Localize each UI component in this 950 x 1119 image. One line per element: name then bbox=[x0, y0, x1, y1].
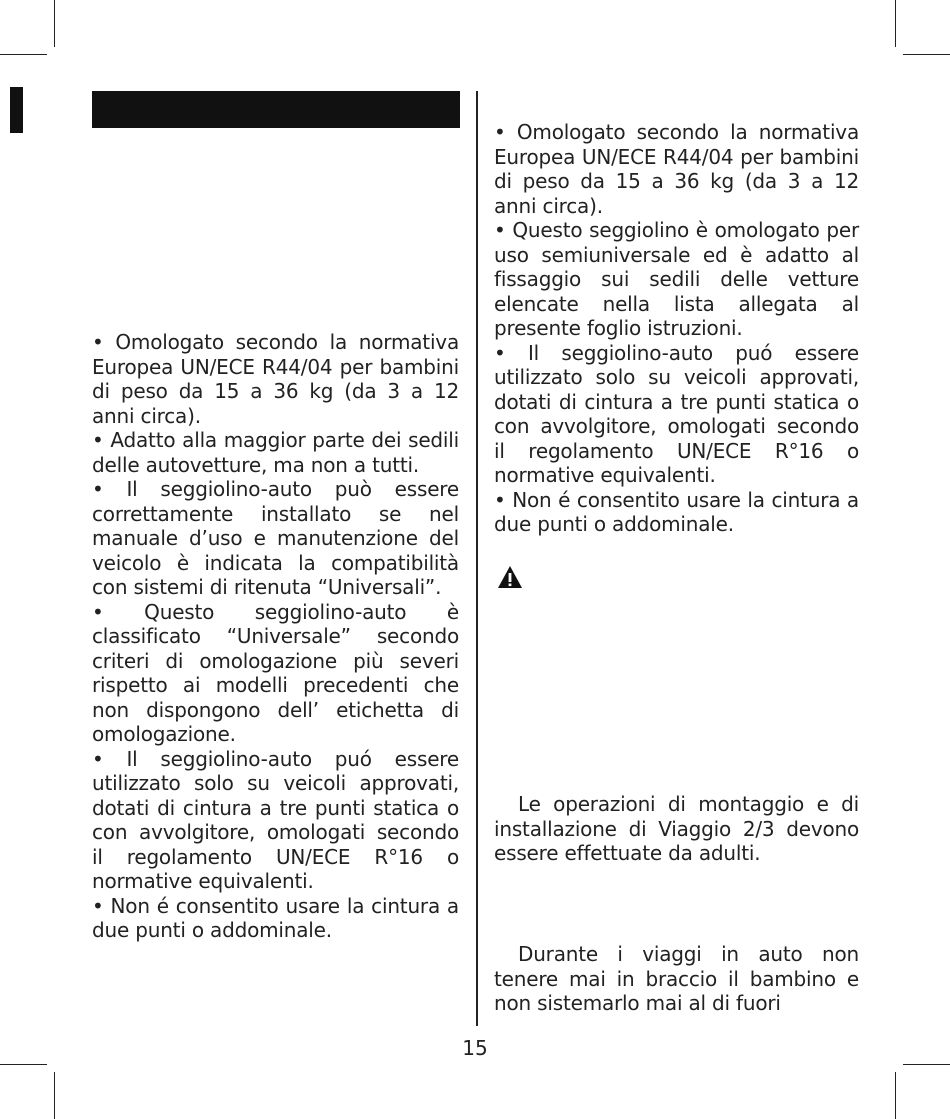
right-paragraph-4: • Non é consentito usare la cintura a due punti o addominale. bbox=[494, 487, 859, 536]
travel-safety-note bbox=[494, 942, 859, 1016]
crop-mark-top-left-vertical bbox=[54, 0, 55, 47]
side-tab-marker bbox=[10, 87, 23, 133]
right-paragraph-1: • Omologato secondo la normativa Europea UN/ECE R44/04 per bambini di peso da 15 a 36 kg (da 3 a 12 anni circa). bbox=[494, 120, 859, 218]
right-column-list bbox=[494, 120, 859, 537]
warning-triangle-icon bbox=[497, 565, 523, 589]
crop-mark-bottom-right-horizontal bbox=[903, 1064, 950, 1065]
left-paragraph-4: • Questo seggiolino-auto è classificato “Universale” secondo criteri di omologazione più severi rispetto ai modelli precedenti che non dispongono dell’ etichetta di omologazione. bbox=[92, 599, 459, 746]
section-header-bar bbox=[92, 91, 460, 128]
adult-installation-note bbox=[494, 792, 859, 866]
left-paragraph-6: • Non é consentito usare la cintura a due punti o addominale. bbox=[92, 893, 459, 942]
crop-mark-bottom-left-vertical bbox=[54, 1072, 55, 1119]
right-paragraph-3: • Il seggiolino-auto puó essere utilizzato solo su veicoli approvati, dotati di cintura a tre punti statica o con avvolgitore, omologati secondo il regolamento UN/ECE R°16 o normative equivalenti. bbox=[494, 340, 859, 487]
left-paragraph-3: • Il seggiolino-auto può essere correttamente installato se nel manuale d’uso e manutenzione del veicolo è indicata la compatibilità con sistemi di ritenuta “Universali”. bbox=[92, 477, 459, 599]
crop-mark-top-right-vertical bbox=[895, 0, 896, 47]
page-number: 15 bbox=[462, 1036, 488, 1060]
left-paragraph-2: • Adatto alla maggior parte dei sedili delle autovetture, ma non a tutti. bbox=[92, 428, 459, 477]
right-paragraph-2: • Questo seggiolino è omologato per uso semiuniversale ed è adatto al fissaggio sui sedili delle vetture elencate nella lista allegata al presente foglio istruzioni. bbox=[494, 218, 859, 340]
crop-mark-top-left-horizontal bbox=[0, 54, 47, 55]
left-paragraph-5: • Il seggiolino-auto puó essere utilizzato solo su veicoli approvati, dotati di cintura a tre punti statica o con avvolgitore, omologati secondo il regolamento UN/ECE R°16 o normative equivalenti. bbox=[92, 746, 459, 893]
left-column bbox=[92, 330, 459, 943]
crop-mark-bottom-left-horizontal bbox=[0, 1064, 47, 1065]
note-travel-text: Durante i viaggi in auto non tenere mai in braccio il bambino e non sistemarlo mai al di fuori bbox=[494, 942, 859, 1015]
left-paragraph-1: • Omologato secondo la normativa Europea UN/ECE R44/04 per bambini di peso da 15 a 36 kg (da 3 a 12 anni circa). bbox=[92, 330, 459, 428]
crop-mark-bottom-right-vertical bbox=[895, 1072, 896, 1119]
note-installation-text: Le operazioni di montaggio e di installazione di Viaggio 2/3 devono essere effettuate da adulti. bbox=[494, 792, 859, 865]
crop-mark-top-right-horizontal bbox=[903, 54, 950, 55]
column-divider bbox=[476, 91, 478, 1026]
